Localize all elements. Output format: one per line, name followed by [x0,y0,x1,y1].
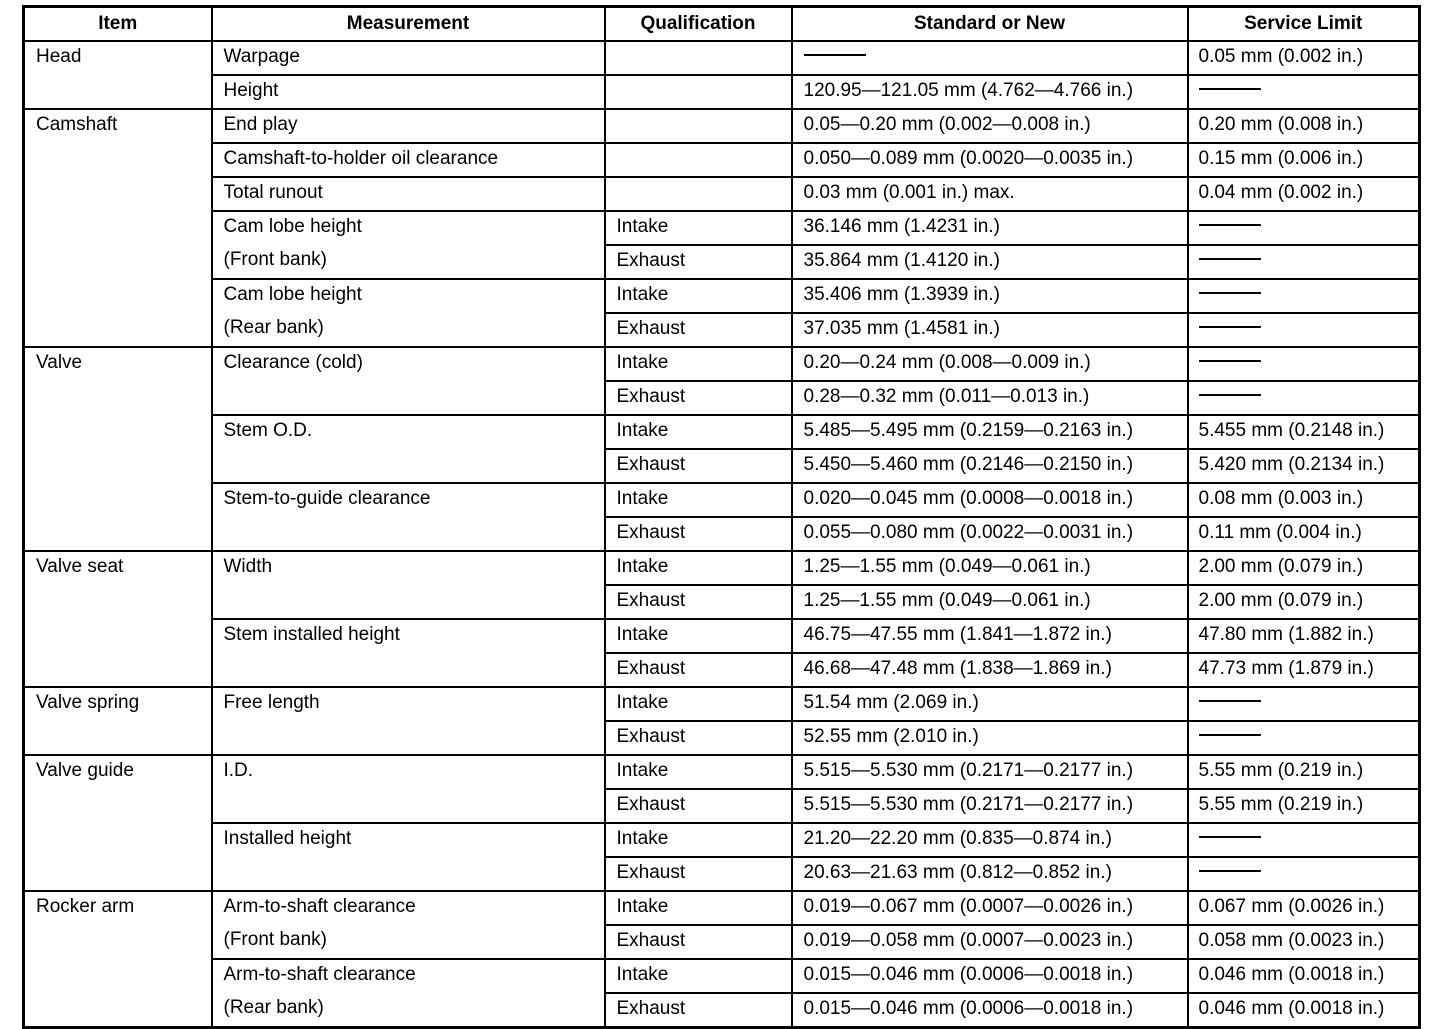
standard-cell: 5.515—5.530 mm (0.2171—0.2177 in.) [792,755,1188,789]
table-row [24,41,1420,75]
measurement-cell: Stem-to-guide clearance [212,483,605,551]
item-cell: Valve [24,347,212,551]
qualification-cell: Exhaust [605,789,792,823]
standard-cell: 35.406 mm (1.3939 in.) [792,279,1188,313]
limit-cell: 0.15 mm (0.006 in.) [1188,143,1420,177]
dash-mark [1199,836,1261,838]
standard-cell: 35.864 mm (1.4120 in.) [792,245,1188,279]
dash-mark [1199,258,1261,260]
standard-cell [792,41,1188,75]
qualification-cell: Exhaust [605,313,792,347]
qualification-cell [605,41,792,75]
measurement-cell: Arm-to-shaft clearance [212,891,605,925]
standard-cell: 1.25—1.55 mm (0.049—0.061 in.) [792,585,1188,619]
table-row [24,313,1420,347]
measurement-cell: Stem installed height [212,619,605,687]
table-row [24,415,1420,449]
limit-cell [1188,347,1420,381]
dash-mark [1199,88,1261,90]
limit-cell: 0.067 mm (0.0026 in.) [1188,891,1420,925]
qualification-cell: Exhaust [605,517,792,551]
standard-cell: 0.015—0.046 mm (0.0006—0.0018 in.) [792,993,1188,1028]
standard-cell: 0.03 mm (0.001 in.) max. [792,177,1188,211]
dash-mark [1199,870,1261,872]
table-row [24,993,1420,1028]
table-row [24,755,1420,789]
measurement-cell: (Front bank) [212,245,605,279]
item-cell: Head [24,41,212,109]
standard-cell: 5.485—5.495 mm (0.2159—0.2163 in.) [792,415,1188,449]
qualification-cell: Exhaust [605,381,792,415]
qualification-cell: Intake [605,279,792,313]
limit-cell: 0.11 mm (0.004 in.) [1188,517,1420,551]
table-row [24,619,1420,653]
limit-cell: 0.05 mm (0.002 in.) [1188,41,1420,75]
specifications-table [22,5,1421,1029]
qualification-cell: Intake [605,619,792,653]
limit-cell: 0.058 mm (0.0023 in.) [1188,925,1420,959]
header-measurement: Measurement [212,7,605,42]
measurement-cell: Height [212,75,605,109]
table-row [24,347,1420,381]
measurement-cell: Total runout [212,177,605,211]
limit-cell [1188,279,1420,313]
standard-cell: 120.95—121.05 mm (4.762—4.766 in.) [792,75,1188,109]
qualification-cell: Intake [605,755,792,789]
limit-cell [1188,75,1420,109]
measurement-cell: Width [212,551,605,619]
standard-cell: 0.055—0.080 mm (0.0022—0.0031 in.) [792,517,1188,551]
standard-cell: 20.63—21.63 mm (0.812—0.852 in.) [792,857,1188,891]
limit-cell: 0.046 mm (0.0018 in.) [1188,993,1420,1028]
qualification-cell: Exhaust [605,449,792,483]
measurement-cell: (Rear bank) [212,993,605,1028]
limit-cell: 5.55 mm (0.219 in.) [1188,789,1420,823]
limit-cell: 47.73 mm (1.879 in.) [1188,653,1420,687]
qualification-cell: Intake [605,959,792,993]
measurement-cell: (Rear bank) [212,313,605,347]
table-row [24,143,1420,177]
qualification-cell [605,109,792,143]
measurement-cell: Installed height [212,823,605,891]
measurement-cell: Cam lobe height [212,279,605,313]
table-row [24,211,1420,245]
header-service-limit: Service Limit [1188,7,1420,42]
table-row [24,109,1420,143]
standard-cell: 52.55 mm (2.010 in.) [792,721,1188,755]
standard-cell: 37.035 mm (1.4581 in.) [792,313,1188,347]
standard-cell: 0.050—0.089 mm (0.0020—0.0035 in.) [792,143,1188,177]
measurement-cell: Clearance (cold) [212,347,605,415]
measurement-cell: End play [212,109,605,143]
measurement-cell: Cam lobe height [212,211,605,245]
measurement-cell: Arm-to-shaft clearance [212,959,605,993]
standard-cell: 0.05—0.20 mm (0.002—0.008 in.) [792,109,1188,143]
table-row [24,891,1420,925]
qualification-cell: Exhaust [605,925,792,959]
qualification-cell: Intake [605,415,792,449]
qualification-cell: Intake [605,347,792,381]
limit-cell [1188,857,1420,891]
qualification-cell: Exhaust [605,585,792,619]
standard-cell: 0.019—0.067 mm (0.0007—0.0026 in.) [792,891,1188,925]
standard-cell: 0.015—0.046 mm (0.0006—0.0018 in.) [792,959,1188,993]
limit-cell: 0.08 mm (0.003 in.) [1188,483,1420,517]
standard-cell: 21.20—22.20 mm (0.835—0.874 in.) [792,823,1188,857]
measurement-cell: (Front bank) [212,925,605,959]
item-cell: Camshaft [24,109,212,347]
limit-cell: 2.00 mm (0.079 in.) [1188,551,1420,585]
limit-cell: 2.00 mm (0.079 in.) [1188,585,1420,619]
table-row [24,483,1420,517]
qualification-cell [605,143,792,177]
limit-cell: 5.455 mm (0.2148 in.) [1188,415,1420,449]
limit-cell: 0.046 mm (0.0018 in.) [1188,959,1420,993]
item-cell: Valve spring [24,687,212,755]
limit-cell [1188,313,1420,347]
table-row [24,279,1420,313]
qualification-cell: Intake [605,483,792,517]
measurement-cell: Free length [212,687,605,755]
standard-cell: 5.515—5.530 mm (0.2171—0.2177 in.) [792,789,1188,823]
qualification-cell [605,75,792,109]
limit-cell: 47.80 mm (1.882 in.) [1188,619,1420,653]
dash-mark [1199,360,1261,362]
qualification-cell [605,177,792,211]
standard-cell: 46.75—47.55 mm (1.841—1.872 in.) [792,619,1188,653]
dash-mark [1199,700,1261,702]
qualification-cell: Exhaust [605,245,792,279]
header-standard: Standard or New [792,7,1188,42]
dash-mark [1199,326,1261,328]
limit-cell [1188,721,1420,755]
header-qualification: Qualification [605,7,792,42]
limit-cell: 0.04 mm (0.002 in.) [1188,177,1420,211]
limit-cell: 5.420 mm (0.2134 in.) [1188,449,1420,483]
measurement-cell: Warpage [212,41,605,75]
standard-cell: 0.28—0.32 mm (0.011—0.013 in.) [792,381,1188,415]
standard-cell: 0.019—0.058 mm (0.0007—0.0023 in.) [792,925,1188,959]
standard-cell: 5.450—5.460 mm (0.2146—0.2150 in.) [792,449,1188,483]
qualification-cell: Intake [605,687,792,721]
table-row [24,823,1420,857]
limit-cell: 5.55 mm (0.219 in.) [1188,755,1420,789]
qualification-cell: Intake [605,891,792,925]
limit-cell [1188,381,1420,415]
item-cell: Valve guide [24,755,212,891]
table-row [24,75,1420,109]
table-row [24,551,1420,585]
qualification-cell: Exhaust [605,857,792,891]
dash-mark [1199,734,1261,736]
dash-mark [1199,394,1261,396]
limit-cell [1188,687,1420,721]
item-cell: Rocker arm [24,891,212,1028]
qualification-cell: Exhaust [605,721,792,755]
table-row [24,925,1420,959]
table-row [24,245,1420,279]
qualification-cell: Exhaust [605,993,792,1028]
item-cell: Valve seat [24,551,212,687]
qualification-cell: Intake [605,823,792,857]
header-item: Item [24,7,212,42]
standard-cell: 0.020—0.045 mm (0.0008—0.0018 in.) [792,483,1188,517]
table-row [24,177,1420,211]
standard-cell: 0.20—0.24 mm (0.008—0.009 in.) [792,347,1188,381]
measurement-cell: I.D. [212,755,605,823]
qualification-cell: Exhaust [605,653,792,687]
measurement-cell: Stem O.D. [212,415,605,483]
standard-cell: 1.25—1.55 mm (0.049—0.061 in.) [792,551,1188,585]
standard-cell: 51.54 mm (2.069 in.) [792,687,1188,721]
limit-cell: 0.20 mm (0.008 in.) [1188,109,1420,143]
dash-mark [1199,292,1261,294]
dash-mark [804,54,866,56]
header-row [24,7,1420,42]
standard-cell: 36.146 mm (1.4231 in.) [792,211,1188,245]
limit-cell [1188,823,1420,857]
table-row [24,687,1420,721]
standard-cell: 46.68—47.48 mm (1.838—1.869 in.) [792,653,1188,687]
dash-mark [1199,224,1261,226]
limit-cell [1188,245,1420,279]
measurement-cell: Camshaft-to-holder oil clearance [212,143,605,177]
limit-cell [1188,211,1420,245]
qualification-cell: Intake [605,551,792,585]
qualification-cell: Intake [605,211,792,245]
